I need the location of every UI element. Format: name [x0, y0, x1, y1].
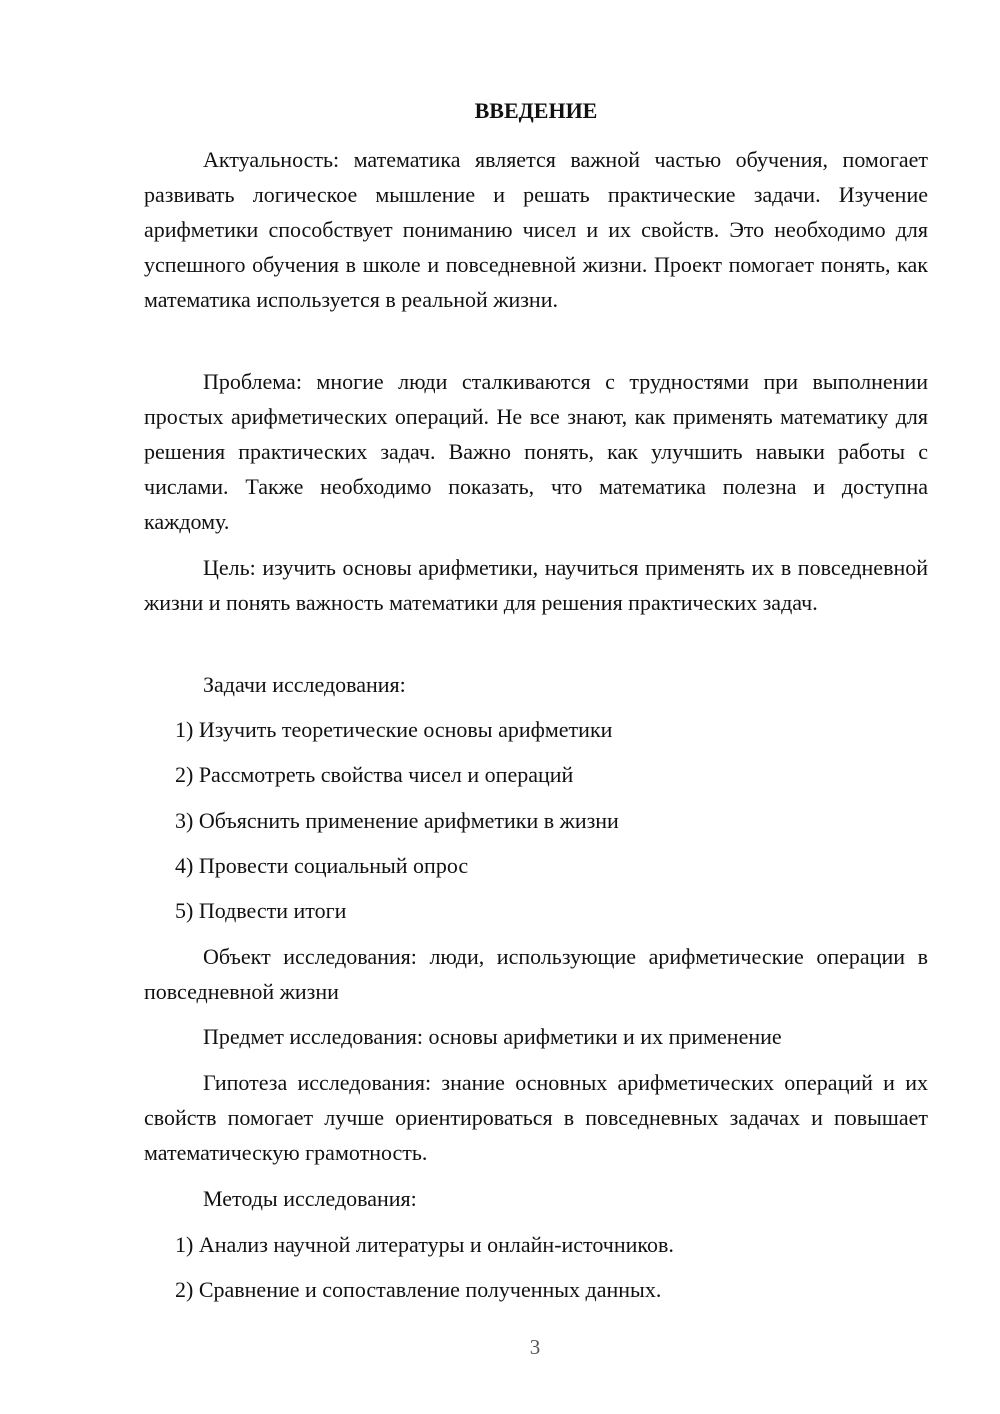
relevance-paragraph: Актуальность: математика является важной частью обучения, помогает развивать логическое мышление и решать практические задачи. Изучение арифметики способствует пониманию чисел и их свойств. Это необходимо для успешного обучения в школе и повседневной жизни. Проект помогает понять, как математика используется в реальной жизни. — [144, 147, 928, 312]
goal-paragraph: Цель: изучить основы арифметики, научиться применять их в повседневной жизни и понять важность математики для решения практических задач. — [144, 555, 928, 615]
task-item: 5) Подвести итоги — [175, 898, 347, 923]
methods-heading: Методы исследования: — [203, 1186, 417, 1211]
tasks-heading: Задачи исследования: — [203, 672, 406, 697]
task-item: 1) Изучить теоретические основы арифметики — [175, 717, 613, 742]
subject-paragraph: Предмет исследования: основы арифметики и их применение — [203, 1024, 782, 1049]
section-heading: ВВЕДЕНИЕ — [474, 98, 598, 123]
task-item: 3) Объяснить применение арифметики в жизни — [175, 808, 619, 833]
task-item: 4) Провести социальный опрос — [175, 853, 469, 878]
page-number: 3 — [529, 1335, 541, 1359]
problem-paragraph: Проблема: многие люди сталкиваются с трудностями при выполнении простых арифметических операций. Не все знают, как применять математику для решения практических задач. Важно понять, как улучшить навыки работы с числами. Также необходимо показать, что математика полезна и доступна каждому. — [144, 369, 928, 534]
object-paragraph: Объект исследования: люди, использующие арифметические операции в повседневной жизни — [144, 944, 928, 1004]
hypothesis-paragraph: Гипотеза исследования: знание основных арифметических операций и их свойств помогает лучше ориентироваться в повседневных задачах и повышает математическую грамотность. — [144, 1070, 928, 1165]
method-item: 1) Анализ научной литературы и онлайн-источников. — [175, 1232, 674, 1257]
task-item: 2) Рассмотреть свойства чисел и операций — [175, 762, 574, 787]
method-item: 2) Сравнение и сопоставление полученных данных. — [175, 1277, 662, 1302]
